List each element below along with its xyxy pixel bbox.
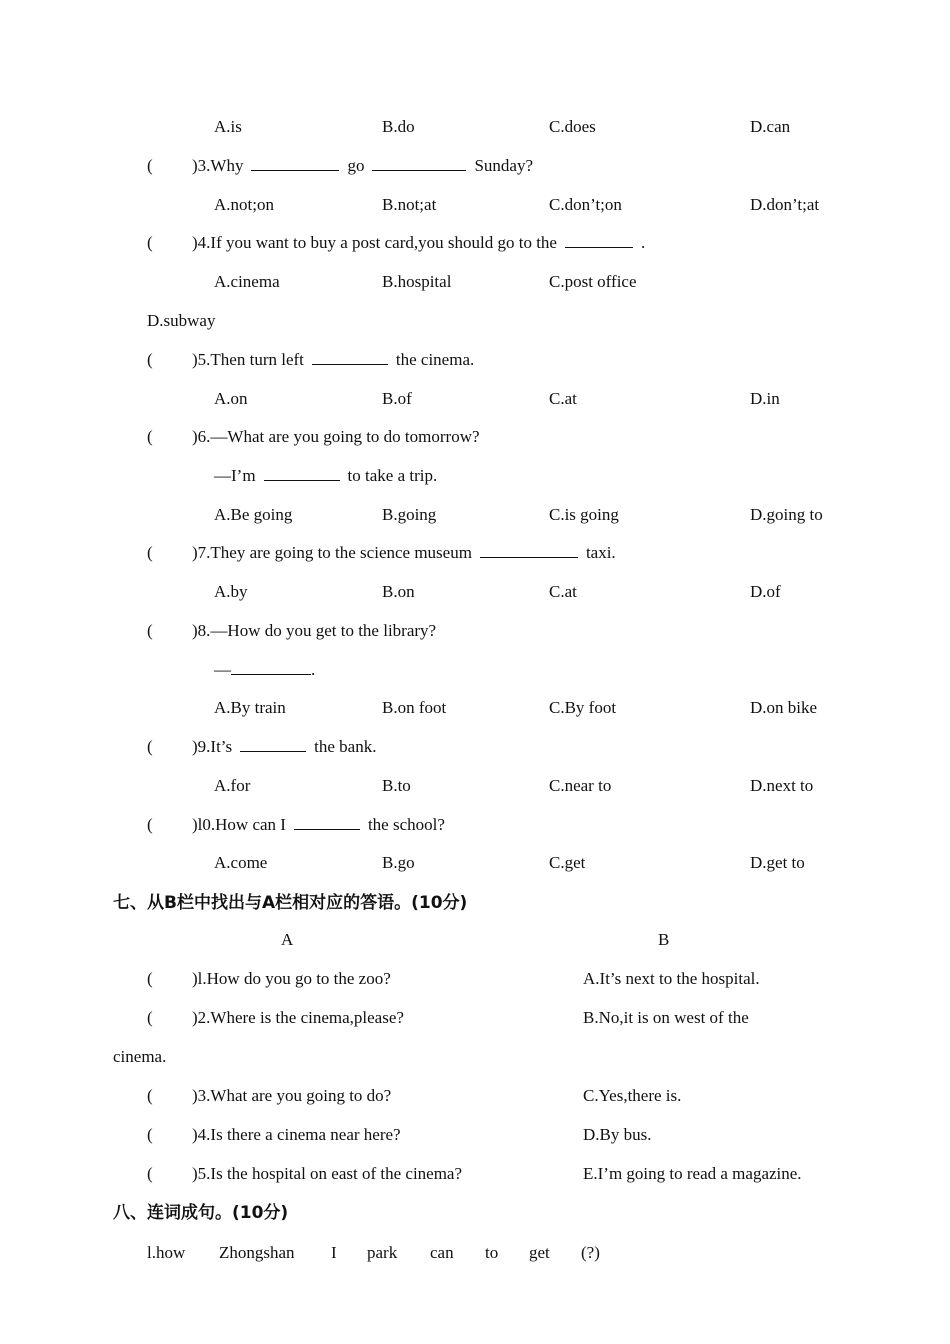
answer-paren [147,156,153,176]
word [529,1243,550,1263]
text: D.get to [750,853,805,872]
option [382,853,415,873]
text: 八、连词成句。(10分) [113,1203,289,1223]
text: )4.Is there a cinema near here? [192,1125,401,1144]
question-9 [192,737,376,757]
text: ( [147,1008,153,1027]
text: D.can [750,117,791,136]
question-10 [192,815,445,835]
text: the bank. [314,737,377,756]
column-b-item [583,969,760,989]
text: A [281,930,294,949]
answer-blank[interactable] [312,350,388,365]
word [367,1243,397,1263]
option [214,117,242,137]
answer-blank[interactable] [294,815,360,830]
option [750,505,823,525]
column-a-header [281,930,293,950]
word [485,1243,498,1263]
text: A.not;on [214,195,274,214]
text: B.go [382,853,415,872]
text: C.post office [549,272,637,291]
text: C.at [549,389,577,408]
word [581,1243,600,1263]
text: B.not;at [382,195,437,214]
text: D.don’t;at [750,195,820,214]
text: the cinema. [395,350,475,369]
option [382,117,415,137]
option [549,698,616,718]
text: A.is [214,117,242,136]
option [750,776,813,796]
column-b-header [658,930,669,950]
answer-paren [147,350,153,370]
option [382,505,436,525]
text: C.is going [549,505,619,524]
text: B.to [382,776,411,795]
text: )7.They are going to the science museum [192,543,472,562]
answer-paren [147,737,153,757]
column-a-item [192,1125,401,1145]
text: ( [147,1164,153,1183]
text: )8.—How do you get to the library? [192,621,437,640]
option [214,698,286,718]
option [382,272,451,292]
text: go [347,156,365,175]
question-6-line2 [214,466,437,486]
answer-blank[interactable] [480,543,578,558]
question-8-line2 [214,660,315,680]
question-8 [192,621,436,641]
text: D.of [750,582,781,601]
text: ( [147,156,153,175]
option [382,776,411,796]
question-6 [192,427,480,447]
text: taxi. [585,543,616,562]
text: )l0.How can I [192,815,286,834]
text: B.on foot [382,698,447,717]
column-b-item [583,1164,802,1184]
word [331,1243,337,1263]
option [214,853,267,873]
question-5 [192,350,474,370]
text: B [658,930,670,949]
text: )6.—What are you going to do tomorrow? [192,427,480,446]
option [214,505,292,525]
answer-blank[interactable] [372,156,466,171]
word [147,1243,185,1263]
column-b-item-continued [113,1047,166,1067]
option [549,776,611,796]
answer-paren [147,969,153,989]
text: A.come [214,853,268,872]
text: B.No,it is on west of the [583,1008,749,1027]
text: B.on [382,582,415,601]
answer-paren [147,233,153,253]
column-a-item [192,969,391,989]
column-b-item [583,1086,681,1106]
question-3 [192,156,533,176]
answer-paren [147,1086,153,1106]
answer-paren [147,427,153,447]
text: C.get [549,853,586,872]
option [147,311,215,331]
section-8-title [113,1203,288,1223]
text: D.on bike [750,698,818,717]
option [549,582,577,602]
text: ( [147,1125,153,1144]
text: B.of [382,389,412,408]
text: to take a trip. [347,466,438,485]
answer-paren [147,1164,153,1184]
text: C.at [549,582,577,601]
text: the school? [367,815,445,834]
text: B.going [382,505,437,524]
option [214,272,280,292]
column-a-item [192,1164,462,1184]
text: )4.If you want to buy a post card,you should go to the [192,233,557,252]
text: Sunday? [474,156,534,175]
text: ( [147,737,153,756]
option [382,582,415,602]
text: ( [147,621,153,640]
text: )5.Then turn left [192,350,304,369]
option [750,195,819,215]
text: B.do [382,117,415,136]
text: A.By train [214,698,286,717]
word [219,1243,295,1263]
option [750,853,805,873]
text: ( [147,427,153,446]
text: A.Be going [214,505,293,524]
option [214,582,248,602]
text: D.in [750,389,780,408]
option [382,389,412,409]
option [549,505,619,525]
answer-paren [147,1008,153,1028]
option [750,389,780,409]
text: C.Yes,there is. [583,1086,682,1105]
text: C.does [549,117,596,136]
option [549,117,596,137]
option [214,389,248,409]
text: park [367,1243,398,1262]
option [750,582,781,602]
text: )2.Where is the cinema,please? [192,1008,404,1027]
text: (?) [581,1243,600,1262]
text: A.for [214,776,251,795]
column-a-item [192,1086,391,1106]
text: —I’m [214,466,256,485]
text: cinema. [113,1047,167,1066]
text: . [640,233,646,252]
text: )5.Is the hospital on east of the cinema? [192,1164,463,1183]
option [549,389,577,409]
answer-paren [147,1125,153,1145]
text: 七、从B栏中找出与A栏相对应的答语。(10分) [113,893,468,913]
text: A.cinema [214,272,280,291]
option [549,195,622,215]
answer-blank[interactable] [264,466,340,481]
text: A.on [214,389,248,408]
text: C.near to [549,776,612,795]
text: l.how [147,1243,186,1262]
text: C.don’t;on [549,195,622,214]
text: )l.How do you go to the zoo? [192,969,391,988]
text: ( [147,815,153,834]
text: ( [147,1086,153,1105]
text: )9.It’s [192,737,233,756]
answer-blank[interactable] [240,737,306,752]
column-b-item [583,1125,651,1145]
option [549,853,585,873]
text: — [214,660,231,679]
option [214,195,274,215]
word [430,1243,454,1263]
text: )3.Why [192,156,244,175]
answer-blank[interactable] [231,660,311,675]
text: C.By foot [549,698,617,717]
text: can [430,1243,454,1262]
text: to [485,1243,499,1262]
option [382,195,436,215]
text: )3.What are you going to do? [192,1086,392,1105]
answer-paren [147,543,153,563]
option [750,698,817,718]
text: D.subway [147,311,216,330]
text: ( [147,969,153,988]
text: . [311,660,316,679]
option [214,776,250,796]
answer-paren [147,621,153,641]
column-b-item [583,1008,749,1028]
option [750,117,790,137]
option [549,272,637,292]
text: ( [147,350,153,369]
answer-paren [147,815,153,835]
text: E.I’m going to read a magazine. [583,1164,802,1183]
text: ( [147,543,153,562]
column-a-item [192,1008,404,1028]
text: A.by [214,582,248,601]
question-4 [192,233,645,253]
text: D.going to [750,505,823,524]
text: ( [147,233,153,252]
answer-blank[interactable] [565,233,633,248]
text: I [331,1243,337,1262]
text: Zhongshan [219,1243,295,1262]
text: A.It’s next to the hospital. [583,969,760,988]
text: get [529,1243,550,1262]
text: D.next to [750,776,814,795]
section-7-title [113,893,467,913]
text: D.By bus. [583,1125,652,1144]
question-7 [192,543,616,563]
answer-blank[interactable] [251,156,339,171]
text: B.hospital [382,272,452,291]
option [382,698,446,718]
